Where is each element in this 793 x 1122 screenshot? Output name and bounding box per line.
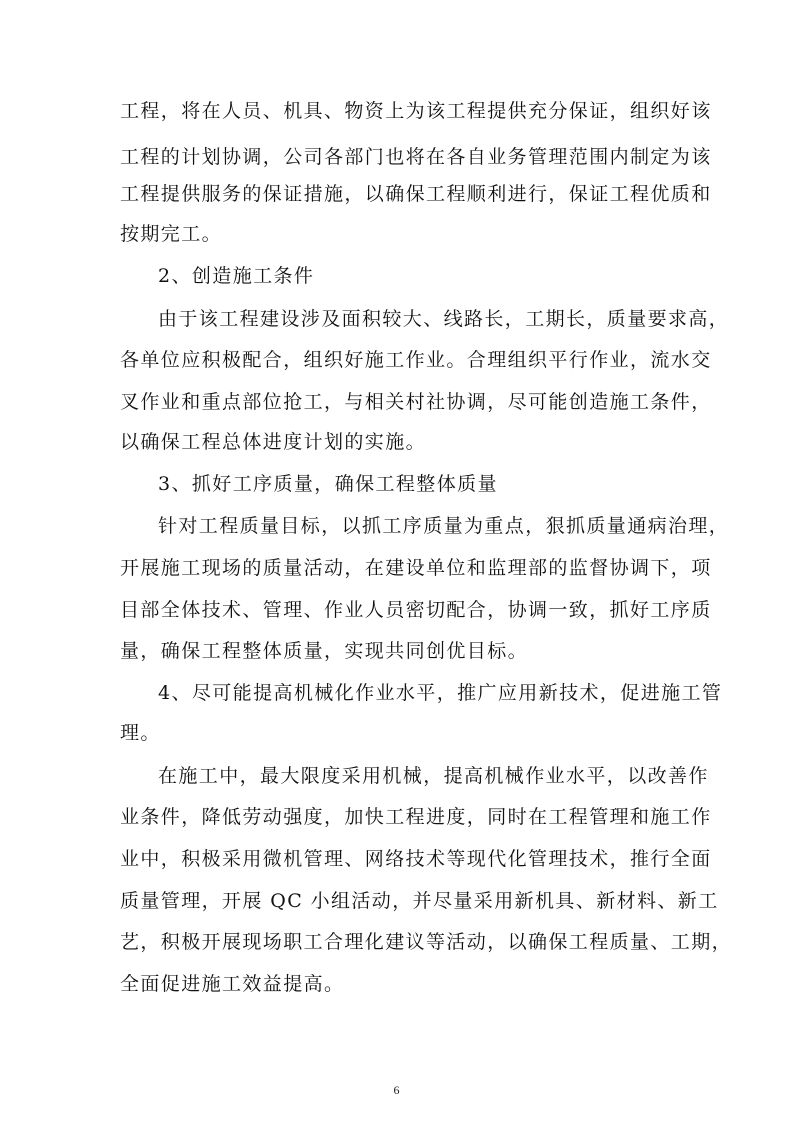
paragraph-line: 工程的计划协调，公司各部门也将在各自业务管理范围内制定为该 bbox=[120, 146, 712, 168]
paragraph-line: 各单位应积极配合，组织好施工作业。合理组织平行作业，流水交 bbox=[120, 349, 712, 371]
section-heading: 理。 bbox=[120, 722, 161, 744]
paragraph-line: 按期完工。 bbox=[120, 223, 223, 245]
paragraph-line: 工程，将在人员、机具、物资上为该工程提供充分保证，组织好该 bbox=[120, 100, 712, 122]
paragraph-line: 质量管理，开展 QC 小组活动，并尽量采用新机具、新材料、新工 bbox=[120, 890, 719, 912]
paragraph-line: 工程提供服务的保证措施，以确保工程顺利进行，保证工程优质和 bbox=[120, 183, 712, 205]
paragraph-line: 量，确保工程整体质量，实现共同创优目标。 bbox=[120, 640, 529, 662]
paragraph-line: 叉作业和重点部位抢工，与相关村社协调，尽可能创造施工条件， bbox=[120, 391, 712, 413]
paragraph-line: 艺，积极开展现场职工合理化建议等活动，以确保工程质量、工期， bbox=[120, 931, 733, 953]
page-number: 6 bbox=[393, 1083, 400, 1097]
paragraph-line: 以确保工程总体进度计划的实施。 bbox=[120, 431, 427, 453]
paragraph-line: 目部全体技术、管理、作业人员密切配合，协调一致，抓好工序质 bbox=[120, 599, 712, 621]
paragraph-line: 开展施工现场的质量活动，在建设单位和监理部的监督协调下，项 bbox=[120, 557, 712, 579]
paragraph-line: 业中，积极采用微机管理、网络技术等现代化管理技术，推行全面 bbox=[120, 848, 712, 870]
section-heading: 2、创造施工条件 bbox=[158, 265, 315, 287]
section-heading: 4、尽可能提高机械化作业水平，推广应用新技术，促进施工管 bbox=[158, 682, 723, 704]
paragraph-line: 业条件，降低劳动强度，加快工程进度，同时在工程管理和施工作 bbox=[120, 806, 712, 828]
paragraph-line: 针对工程质量目标，以抓工序质量为重点，狠抓质量通病治理， bbox=[158, 515, 730, 537]
paragraph-line: 全面促进施工效益提高。 bbox=[120, 973, 345, 995]
paragraph-line: 在施工中，最大限度采用机械，提高机械作业水平，以改善作 bbox=[158, 765, 709, 787]
section-heading: 3、抓好工序质量，确保工程整体质量 bbox=[158, 473, 498, 495]
paragraph-line: 由于该工程建设涉及面积较大、线路长，工期长，质量要求高， bbox=[158, 308, 730, 330]
